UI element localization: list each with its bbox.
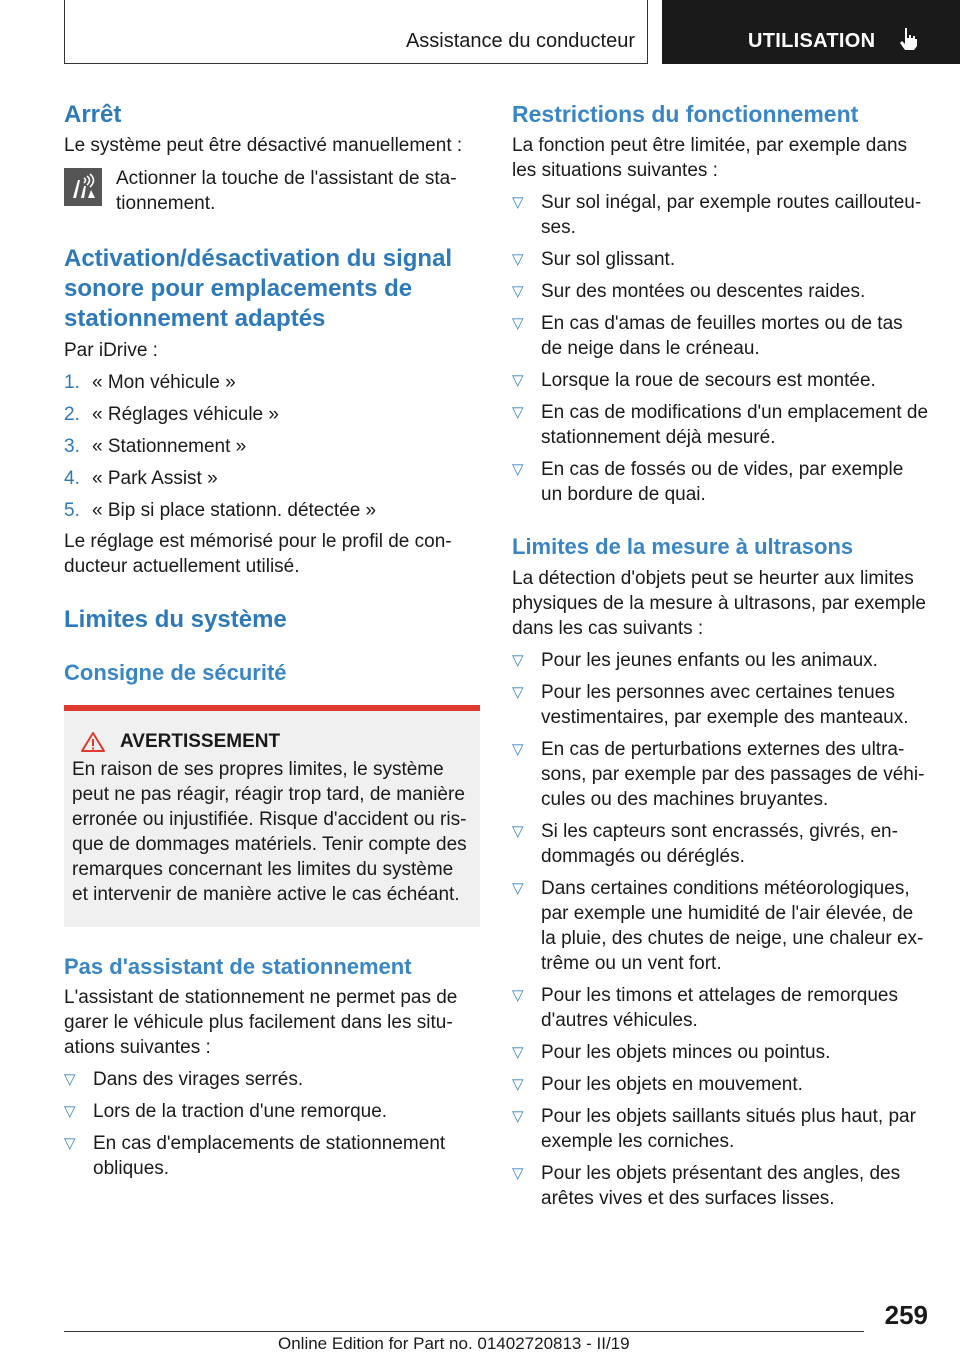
bullet-triangle-icon: ▽ [512,251,524,268]
arret-heading: Arrêt [64,101,122,128]
list-item: ▽ Sur sol glissant. [512,249,676,270]
warning-text: En raison de ses propres limites, le système peut ne pas réagir, réagir trop tard, de manière erronée ou injustifiée. Risque d'accident ou risque de dommages matériels. Tenir compte des remarques concernant les limites du système et intervenir de manière active le cas échéant. [72,759,467,905]
list-item: ▽ Si les capteurs sont encrassés, givrés, endommagés ou déréglés. [512,821,898,867]
arret-intro: Le système peut être désactivé manuellement : [64,135,463,156]
activation-outro: Le réglage est mémorisé pour le profil de conducteur actuellement utilisé. [64,531,452,577]
ultrasons-heading: Limites de la mesure à ultrasons [512,534,854,559]
bullet-triangle-icon: ▽ [512,684,524,701]
limites-heading: Limites du système [64,606,287,633]
list-item: ▽ Pour les objets minces ou pointus. [512,1042,831,1063]
list-item: ▽ Sur sol inégal, par exemple routes caillouteuses. [512,192,922,238]
bullet-triangle-icon: ▽ [64,1135,76,1152]
section-header-box [64,0,648,64]
list-item: ▽ Dans certaines conditions météorologiques, par exemple une humidité de l'air élevée, de la pluie, des chutes de neige, une chaleur extrême ou un vent fort. [512,878,924,974]
bullet-triangle-icon: ▽ [512,194,524,211]
chapter-tab-label: UTILISATION [748,30,876,52]
bullet-triangle-icon: ▽ [512,823,524,840]
edition-text: Online Edition for Part no. 01402720813 - II/19 [278,1334,630,1353]
bullet-triangle-icon: ▽ [512,372,524,389]
bullet-triangle-icon: ▽ [512,1076,524,1093]
list-item: ▽ Pour les timons et attelages de remorques d'autres véhicules. [512,985,898,1031]
arret-instruction [64,166,480,216]
bullet-triangle-icon: ▽ [512,1108,524,1125]
restrictions-list [512,190,928,507]
list-item: ▽ En cas de perturbations externes des ultrasons, par exemple par des passages de véhicules ou des machines bruyantes. [512,739,925,810]
bullet-triangle-icon: ▽ [512,461,524,478]
warning-header [72,731,472,753]
step-item: 4. « Park Assist » [64,468,218,489]
step-item: 5. « Bip si place stationn. détectée » [64,500,377,521]
activation-intro: Par iDrive : [64,340,158,361]
list-item: ▽ En cas de modifications d'un emplacement de stationnement déjà mesuré. [512,402,929,448]
park-assist-button-icon [64,168,102,206]
bullet-triangle-icon: ▽ [512,283,524,300]
page-number: 259 [884,1300,928,1330]
page-header [0,0,960,66]
bullet-triangle-icon: ▽ [512,652,524,669]
list-item: ▽ Pour les objets saillants situés plus haut, par exemple les corniches. [512,1106,916,1152]
bullet-triangle-icon: ▽ [64,1103,76,1120]
list-item: ▽ En cas d'emplacements de stationnement obliques. [64,1133,446,1179]
activation-heading: Activation/désactivation du signal sonore pour emplacements de stationnement adaptés [64,245,453,332]
list-item: ▽ En cas de fossés ou de vides, par exemple un bordure de quai. [512,459,904,505]
list-item: ▽ Pour les jeunes enfants ou les animaux. [512,650,878,671]
activation-steps [64,370,480,523]
pas-assistant-list [64,1067,480,1181]
pas-assistant-heading: Pas d'assistant de stationnement [64,954,412,979]
bullet-triangle-icon: ▽ [512,404,524,421]
bullet-triangle-icon: ▽ [512,987,524,1004]
bullet-triangle-icon: ▽ [512,1165,524,1182]
consigne-heading: Consigne de sécurité [64,660,287,685]
footer-divider [64,1331,864,1332]
restrictions-intro: La fonction peut être limitée, par exemple dans les situations suivantes : [512,135,908,181]
bullet-triangle-icon: ▽ [512,741,524,758]
list-item: ▽ Pour les objets en mouvement. [512,1074,803,1095]
list-item: ▽ Dans des virages serrés. [64,1069,304,1090]
restrictions-heading: Restrictions du fonctionnement [512,101,859,127]
list-item: ▽ Pour les personnes avec certaines tenues vestimentaires, par exemple des manteaux. [512,682,909,728]
arret-icon-text: Actionner la touche de l'assistant de stationnement. [116,168,457,214]
ultrasons-intro: La détection d'objets peut se heurter aux limites physiques de la mesure à ultrasons, par exemple dans les cas suivants : [512,568,927,639]
chapter-tab [662,0,960,64]
warning-triangle-icon [80,731,106,753]
list-item: ▽ Lors de la traction d'une remorque. [64,1101,388,1122]
warning-label: AVERTISSEMENT [120,731,281,752]
list-item: ▽ Lorsque la roue de secours est montée. [512,370,876,391]
pas-assistant-intro: L'assistant de stationnement ne permet pas de garer le véhicule plus facilement dans les situations suivantes : [64,987,458,1058]
list-item: ▽ En cas d'amas de feuilles mortes ou de tas de neige dans le créneau. [512,313,903,359]
section-title: Assistance du conducteur [405,30,635,52]
bullet-triangle-icon: ▽ [512,315,524,332]
right-column [512,100,928,1211]
step-item: 3. « Stationnement » [64,436,247,457]
left-column [64,100,480,1181]
list-item: ▽ Sur des montées ou descentes raides. [512,281,866,302]
warning-box [64,705,480,927]
bullet-triangle-icon: ▽ [512,880,524,897]
bullet-triangle-icon: ▽ [64,1071,76,1088]
step-item: 2. « Réglages véhicule » [64,404,279,425]
list-item: ▽ Pour les objets présentant des angles, des arêtes vives et des surfaces lisses. [512,1163,901,1209]
ultrasons-list [512,648,928,1211]
bullet-triangle-icon: ▽ [512,1044,524,1061]
step-item: 1. « Mon véhicule » [64,372,236,393]
hand-pointer-icon [896,26,920,52]
